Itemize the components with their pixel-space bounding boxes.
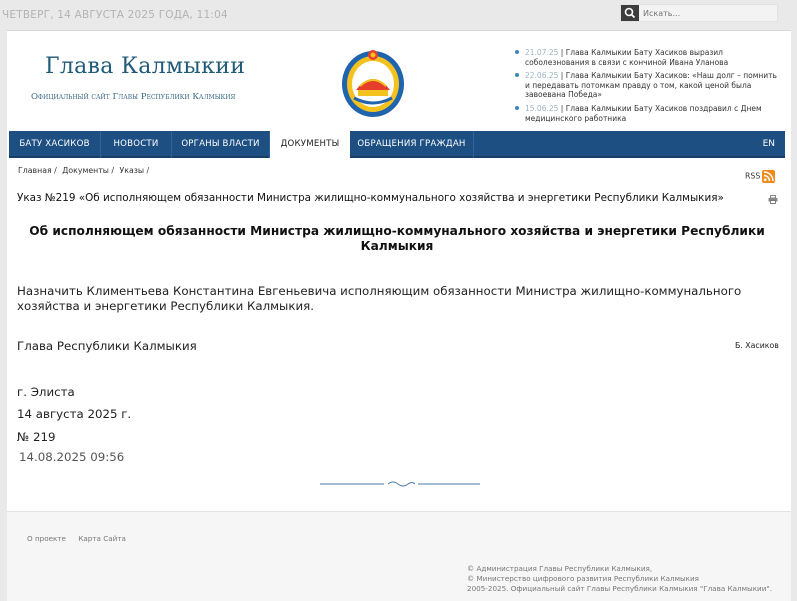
breadcrumb — [18, 166, 152, 175]
rss-icon — [762, 170, 775, 183]
document-place: г. Элиста — [17, 385, 75, 399]
nav-item-documents[interactable]: ДОКУМЕНТЫ — [270, 129, 350, 158]
document-date: 14 августа 2025 г. — [17, 407, 132, 421]
breadcrumb-documents[interactable]: Документы / — [62, 166, 115, 175]
rss-label: RSS — [745, 171, 761, 181]
document-body: Назначить Климентьева Константина Евгеньевича исполняющим обязанности Министра жилищно-коммунального хозяйства и энергетики Республики Калмыкия. — [17, 284, 742, 313]
news-list — [515, 48, 783, 127]
main-nav — [9, 131, 785, 158]
bullet-icon — [515, 106, 519, 110]
nav-item-news[interactable]: НОВОСТИ — [101, 131, 172, 158]
print-icon[interactable] — [768, 195, 778, 204]
news-item[interactable]: 22.06.25 | Глава Калмыкии Бату Хасиков: «Наш долг – помнить и передавать потомкам правду о том, какой ценой была завоевана Победа» — [515, 71, 783, 100]
current-date: ЧЕТВЕРГ, 14 АВГУСТА 2025 ГОДА, 11:04 — [2, 9, 228, 21]
language-switch[interactable]: EN — [762, 139, 775, 149]
document-number: № 219 — [17, 430, 56, 444]
document-title: Указ №219 «Об исполняющем обязанности Министра жилищно-коммунального хозяйства и энергетики Республики Калмыкия» — [17, 192, 724, 204]
footer-link-sitemap[interactable]: Карта Сайта — [78, 534, 126, 543]
breadcrumb-home[interactable]: Главная / — [18, 166, 57, 175]
ornament-divider-icon — [320, 480, 480, 488]
signer-name: Б. Хасиков — [735, 341, 779, 350]
search-button[interactable] — [621, 5, 639, 21]
footer-link-about[interactable]: О проекте — [27, 534, 66, 543]
publish-date: 14.08.2025 09:56 — [19, 450, 125, 464]
kalmykia-emblem-icon[interactable] — [340, 46, 406, 118]
footer-links — [27, 534, 136, 543]
page-container — [7, 30, 791, 601]
site-title[interactable]: Глава Калмыкии — [45, 54, 246, 79]
nav-item-authorities[interactable]: ОРГАНЫ ВЛАСТИ — [172, 131, 270, 158]
search-icon — [621, 5, 639, 21]
search-input[interactable] — [643, 6, 775, 20]
bullet-icon — [515, 50, 519, 54]
news-item[interactable]: 15.06.25 | Глава Калмыкии Бату Хасиков поздравил с Днем медицинского работника — [515, 104, 783, 123]
bullet-icon — [515, 73, 519, 77]
news-item[interactable]: 21.07.25 | Глава Калмыкии Бату Хасиков выразил соболезнования в связи с кончиной Ивана Уланова — [515, 48, 783, 67]
top-bar — [0, 0, 797, 30]
document-heading: Об исполняющем обязанности Министра жилищно-коммунального хозяйства и энергетики Республики Калмыкия — [29, 224, 765, 253]
breadcrumb-decrees[interactable]: Указы / — [119, 166, 150, 175]
search-box — [620, 4, 778, 22]
nav-item-batu-hasikov[interactable]: БАТУ ХАСИКОВ — [9, 131, 101, 158]
signer-title: Глава Республики Калмыкия — [17, 339, 197, 353]
site-subtitle: Официальный сайт Главы Республики Калмыкия — [31, 92, 236, 102]
rss-link[interactable] — [745, 170, 775, 183]
copyright: © Администрация Главы Республики Калмыкия, © Министерство цифрового развития Республики Калмыкия 2005-2025. Официальный сайт Главы Республики Калмыкия "Глава Калмыкии". — [467, 564, 772, 593]
footer — [7, 511, 791, 601]
nav-item-citizen-appeals[interactable]: ОБРАЩЕНИЯ ГРАЖДАН — [350, 131, 474, 158]
